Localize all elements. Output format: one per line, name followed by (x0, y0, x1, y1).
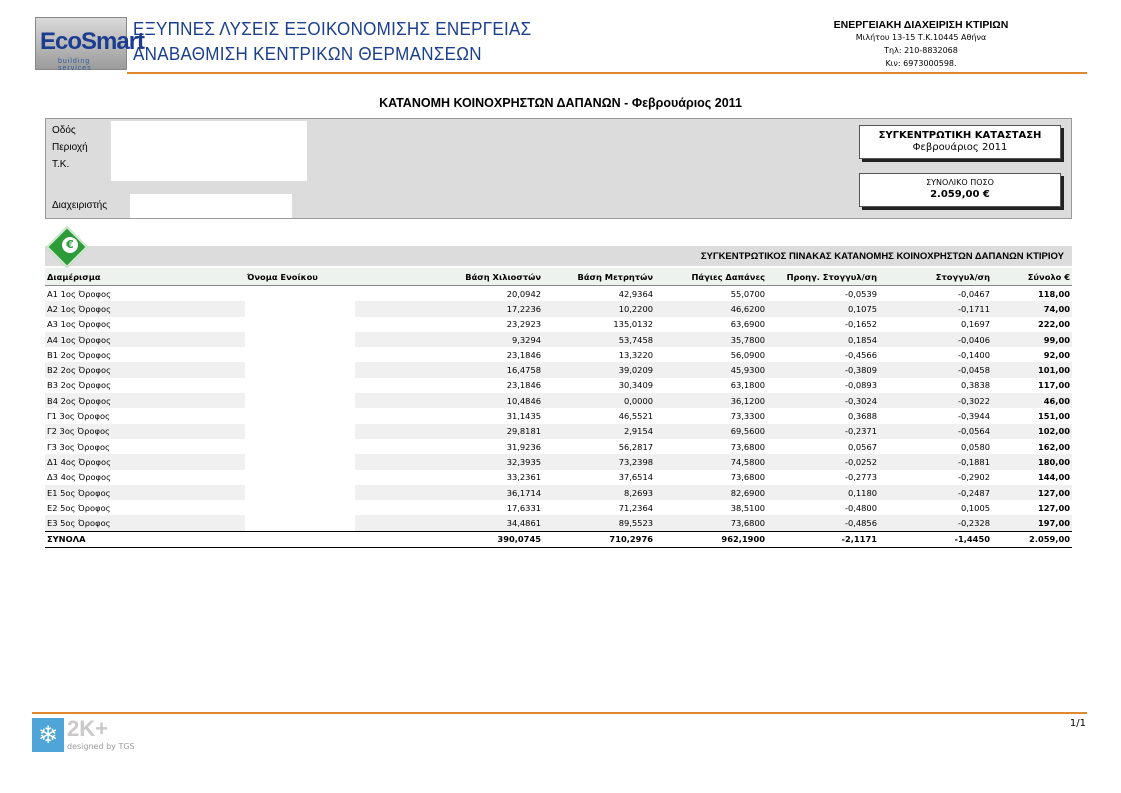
table-row (45, 286, 1072, 302)
tagline-1: ΕΞΥΠΝΕΣ ΛΥΣΕΙΣ ΕΞΟΙΚΟΝΟΜΙΣΗΣ ΕΝΕΡΓΕΙΑΣ (133, 18, 532, 39)
table-cell: 127,00 (992, 485, 1072, 500)
total-cell: 2.059,00 (992, 531, 1072, 547)
table-cell: 42,9364 (618, 288, 653, 299)
table-cell: 151,00 (1037, 411, 1070, 422)
table-cell: 46,5521 (618, 411, 653, 422)
total-cell: 390,0745 (355, 531, 543, 547)
col-header: Όνομα Ενοίκου (245, 268, 355, 286)
table-cell: -0,1711 (879, 301, 992, 316)
total-cell: -1,4450 (879, 531, 992, 547)
table-cell: 29,8181 (355, 424, 543, 439)
table-cell: 0,0000 (543, 393, 655, 408)
table-cell: 17,6331 (506, 502, 541, 513)
company-address: Μιλήτου 13-15 Τ.Κ.10445 Αθήνα (855, 33, 987, 42)
company-info (771, 19, 1071, 70)
table-cell: Ε2 5ος Όροφος (47, 502, 111, 513)
table-cell: -0,3809 (767, 362, 879, 377)
tenant-name-cell (245, 485, 355, 500)
table-cell: 23,1846 (506, 380, 541, 391)
table-cell: 0,0567 (847, 441, 877, 452)
header-divider (472, 72, 1087, 74)
table-cell: Δ1 4ος Όροφος (45, 454, 245, 469)
table-cell: 118,00 (1037, 288, 1070, 299)
tenant-name-cell (245, 286, 355, 302)
expense-table (45, 268, 1072, 548)
company-name: ΕΝΕΡΓΕΙΑΚΗ ΔΙΑΧΕΙΡΙΣΗ ΚΤΙΡΙΩΝ (833, 19, 1009, 31)
table-cell: Γ3 3ος Όροφος (47, 441, 110, 452)
table-cell: 34,4861 (355, 515, 543, 531)
table-cell: Α3 1ος Όροφος (47, 319, 111, 330)
table-row (45, 454, 1072, 469)
table-cell: 0,1075 (767, 301, 879, 316)
table-cell: 73,2398 (543, 454, 655, 469)
table-cell: 10,2200 (543, 301, 655, 316)
table-cell: Ε3 5ος Όροφος (45, 515, 245, 531)
col-header: Διαμέρισμα (45, 268, 245, 286)
document-title: ΚΑΤΑΝΟΜΗ ΚΟΙΝΟΧΡΗΣΤΩΝ ΔΑΠΑΝΩΝ - Φεβρουάριος 2011 (379, 96, 742, 110)
table-cell: -0,2371 (767, 424, 879, 439)
manager-field (130, 194, 292, 218)
tenant-name-cell (245, 408, 355, 423)
tagline-underline (127, 72, 472, 74)
tenant-name-cell (245, 424, 355, 439)
table-cell: -0,0467 (957, 288, 990, 299)
table-cell: 102,00 (992, 424, 1072, 439)
table-row (45, 408, 1072, 423)
tenant-name-cell (245, 470, 355, 485)
table-cell: 23,1846 (506, 349, 541, 360)
table-cell: 69,5600 (655, 424, 767, 439)
table-cell: 45,9300 (655, 362, 767, 377)
tenant-name-cell (245, 332, 355, 347)
table-cell: -0,3024 (767, 393, 879, 408)
table-cell: Γ1 3ος Όροφος (47, 411, 110, 422)
table-cell: Γ2 3ος Όροφος (45, 424, 245, 439)
table-cell: Δ3 4ος Όροφος (47, 472, 111, 483)
table-cell: 36,1714 (355, 485, 543, 500)
logo-word: EcoSmart (40, 28, 145, 55)
table-cell: -0,4856 (767, 515, 879, 531)
table-cell: Ε1 5ος Όροφος (45, 485, 245, 500)
col-header: Σύνολο € (992, 268, 1072, 286)
logo-sub: building services (58, 58, 92, 72)
zip-label: Τ.Κ. (52, 159, 70, 170)
table-cell: Β4 2ος Όροφος (45, 393, 245, 408)
tenant-name-cell (245, 439, 355, 454)
section-header-bar (45, 246, 1072, 266)
table-cell: 35,7800 (655, 332, 767, 347)
snowflake-icon: ❄ (37, 721, 59, 749)
summary-box (859, 125, 1061, 159)
table-row (45, 378, 1072, 393)
company-mobile: Κιν: 6973000598. (885, 59, 957, 68)
table-cell: 53,7458 (543, 332, 655, 347)
table-cell: 55,0700 (730, 288, 765, 299)
table-cell: 33,2361 (506, 472, 541, 483)
table-row (45, 301, 1072, 316)
table-cell: 89,5523 (543, 515, 655, 531)
brand-2k: 2K+ (67, 716, 108, 741)
table-row (45, 500, 1072, 515)
table-cell: 222,00 (1037, 319, 1070, 330)
table-row (45, 317, 1072, 332)
table-cell: 10,4846 (355, 393, 543, 408)
table-cell: 56,2817 (618, 441, 653, 452)
summary-title: ΣΥΓΚΕΝΤΡΩΤΙΚΗ ΚΑΤΑΣΤΑΣΗ (878, 130, 1042, 141)
col-header: Προηγ. Στογγυλ/ση (767, 268, 879, 286)
table-cell: 127,00 (1037, 502, 1070, 513)
table-cell: Α2 1ος Όροφος (45, 301, 245, 316)
table-cell: 0,1180 (767, 485, 879, 500)
table-cell: 20,0942 (506, 288, 541, 299)
total-cell (245, 531, 355, 547)
page-number: 1/1 (1069, 718, 1086, 729)
tagline-2: ΑΝΑΒΑΘΜΙΣΗ ΚΕΝΤΡΙΚΩΝ ΘΕΡΜΑΝΣΕΩΝ (133, 43, 482, 64)
ecosmart-logo (35, 17, 145, 72)
table-cell: 73,6800 (730, 472, 765, 483)
table-cell: 13,3220 (618, 349, 653, 360)
table-cell: 2,9154 (543, 424, 655, 439)
company-phone: Τηλ: 210-8832068 (884, 46, 958, 55)
table-cell: 23,2923 (506, 319, 541, 330)
table-cell: -0,3944 (957, 411, 990, 422)
total-cell: 710,2976 (543, 531, 655, 547)
table-cell: 197,00 (992, 515, 1072, 531)
table-cell: -0,0893 (844, 380, 877, 391)
table-cell: 63,1800 (730, 380, 765, 391)
table-row (45, 470, 1072, 485)
table-cell: 17,2236 (355, 301, 543, 316)
street-label: Οδός (52, 125, 76, 136)
building-info-panel (45, 118, 1072, 219)
total-cell: -2,1171 (767, 531, 879, 547)
table-cell: 101,00 (992, 362, 1072, 377)
table-cell: 9,3294 (355, 332, 543, 347)
table-cell: -0,3022 (879, 393, 992, 408)
table-row (45, 485, 1072, 500)
total-cell: 962,1900 (655, 531, 767, 547)
table-cell: -0,2487 (879, 485, 992, 500)
table-cell: 37,6514 (618, 472, 653, 483)
table-row (45, 439, 1072, 454)
table-row (45, 332, 1072, 347)
table-cell: 0,1697 (960, 319, 990, 330)
table-cell: -0,2773 (844, 472, 877, 483)
table-cell: Β3 2ος Όροφος (47, 380, 111, 391)
table-cell: 30,3409 (618, 380, 653, 391)
address-field (111, 121, 307, 181)
table-cell: 63,6900 (730, 319, 765, 330)
table-cell: -0,0539 (844, 288, 877, 299)
table-cell: Α1 1ος Όροφος (47, 288, 111, 299)
table-cell: -0,1881 (879, 454, 992, 469)
snowflake-logo-icon (32, 718, 64, 752)
table-row (45, 424, 1072, 439)
table-cell: 31,1435 (506, 411, 541, 422)
table-cell: -0,1400 (957, 349, 990, 360)
total-cell: ΣΥΝΟΛΑ (45, 531, 245, 547)
table-cell: 16,4758 (355, 362, 543, 377)
table-cell: -0,4800 (844, 502, 877, 513)
table-cell: 73,3300 (730, 411, 765, 422)
table-cell: 46,6200 (655, 301, 767, 316)
totals-row (45, 531, 1072, 547)
table-header-row (45, 268, 1072, 286)
table-cell: 180,00 (992, 454, 1072, 469)
tenant-name-cell (245, 515, 355, 531)
manager-label: Διαχειριστής (52, 200, 108, 211)
table-cell: 46,00 (992, 393, 1072, 408)
table-cell: 92,00 (1043, 349, 1070, 360)
area-label: Περιοχή (52, 142, 88, 153)
table-cell: 117,00 (1037, 380, 1070, 391)
col-header: Πάγιες Δαπάνες (655, 268, 767, 286)
table-cell: -0,2902 (957, 472, 990, 483)
table-cell: 0,3838 (960, 380, 990, 391)
table-cell: Α4 1ος Όροφος (45, 332, 245, 347)
table-cell: 0,1854 (767, 332, 879, 347)
table-cell: 32,3935 (355, 454, 543, 469)
tenant-name-cell (245, 454, 355, 469)
table-cell: 73,6800 (730, 441, 765, 452)
table-cell: 144,00 (1037, 472, 1070, 483)
table-cell: 162,00 (1037, 441, 1070, 452)
table-cell: -0,2328 (879, 515, 992, 531)
table-cell: -0,0406 (879, 332, 992, 347)
table-cell: 31,9236 (506, 441, 541, 452)
table-cell: 56,0900 (730, 349, 765, 360)
table-cell: 36,1200 (655, 393, 767, 408)
table-cell: 73,6800 (655, 515, 767, 531)
total-value: 2.059,00 € (930, 189, 990, 200)
footer-divider (32, 712, 1087, 714)
table-row (45, 362, 1072, 377)
brand-sub: designed by TGS (67, 742, 135, 751)
table-cell: 135,0132 (613, 319, 653, 330)
total-amount-box (859, 173, 1061, 207)
euro-icon: € (62, 237, 78, 253)
table-row (45, 393, 1072, 408)
table-cell: Β1 2ος Όροφος (47, 349, 111, 360)
tenant-name-cell (245, 317, 355, 332)
tenant-name-cell (245, 301, 355, 316)
table-cell: 99,00 (992, 332, 1072, 347)
tenant-name-cell (245, 378, 355, 393)
table-cell: 74,5800 (655, 454, 767, 469)
tenant-name-cell (245, 500, 355, 515)
table-cell: 71,2364 (618, 502, 653, 513)
summary-period: Φεβρουάριος 2011 (912, 142, 1008, 153)
tenant-name-cell (245, 362, 355, 377)
total-label: ΣΥΝΟΛΙΚΟ ΠΟΣΟ (926, 178, 994, 187)
table-cell: -0,0564 (879, 424, 992, 439)
table-cell: 0,0580 (960, 441, 990, 452)
table-cell: 38,5100 (730, 502, 765, 513)
col-header: Στογγυλ/ση (879, 268, 992, 286)
table-row (45, 347, 1072, 362)
table-cell: -0,1652 (844, 319, 877, 330)
col-header: Βάση Χιλιοστών (355, 268, 543, 286)
tenant-name-cell (245, 393, 355, 408)
table-cell: 8,2693 (543, 485, 655, 500)
table-cell: Β2 2ος Όροφος (45, 362, 245, 377)
table-cell: -0,0458 (879, 362, 992, 377)
table-cell: 74,00 (992, 301, 1072, 316)
section-title: ΣΥΓΚΕΝΤΡΩΤΙΚΟΣ ΠΙΝΑΚΑΣ ΚΑΤΑΝΟΜΗΣ ΚΟΙΝΟΧΡΗΣΤΩΝ ΔΑΠΑΝΩΝ ΚΤΙΡΙΟΥ (700, 251, 1064, 262)
table-cell: 82,6900 (655, 485, 767, 500)
table-cell: -0,0252 (767, 454, 879, 469)
table-cell: 39,0209 (543, 362, 655, 377)
table-cell: -0,4566 (844, 349, 877, 360)
table-cell: 0,3688 (847, 411, 877, 422)
col-header: Βάση Μετρητών (543, 268, 655, 286)
table-row (45, 515, 1072, 531)
table-cell: 0,1005 (960, 502, 990, 513)
tenant-name-cell (245, 347, 355, 362)
